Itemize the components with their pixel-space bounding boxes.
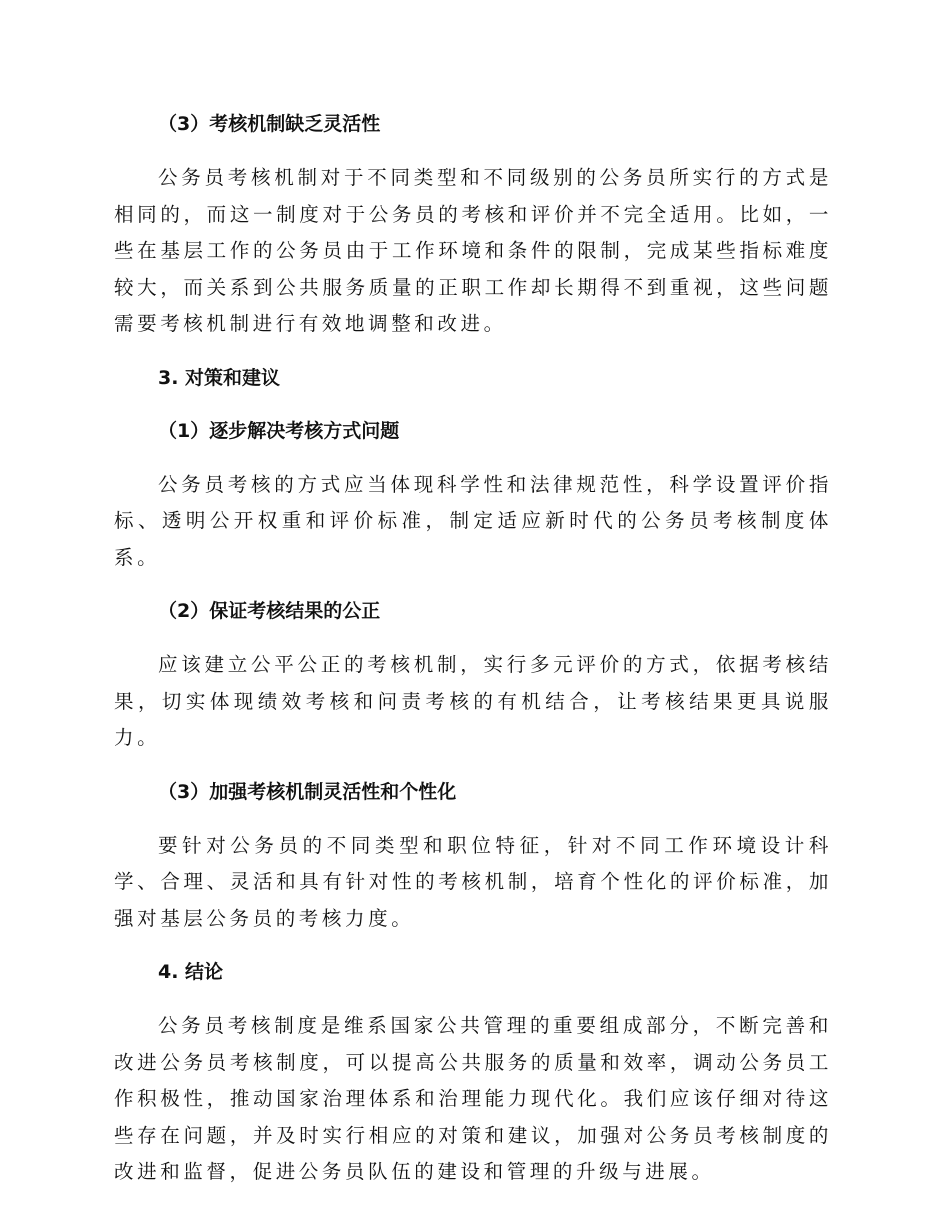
section-paragraph: 应该建立公平公正的考核机制，实行多元评价的方式，依据考核结果，切实体现绩效考核和问责考核的有机结合，让考核结果更具说服力。 (114, 653, 832, 749)
section-paragraph: 要针对公务员的不同类型和职位特征，针对不同工作环境设计科学、合理、灵活和具有针对性的考核机制，培育个性化的评价标准，加强对基层公务员的考核力度。 (114, 833, 832, 930)
section-paragraph: 公务员考核机制对于不同类型和不同级别的公务员所实行的方式是相同的，而这一制度对于公务员的考核和评价并不完全适用。比如，一些在基层工作的公务员由于工作环境和条件的限制，完成某些指标难度较大，而关系到公共服务质量的正职工作却长期得不到重视，这些问题需要考核机制进行有效地调整和改进。 (114, 166, 832, 335)
section-heading: 4. 结论 (158, 961, 224, 983)
section-heading: （3）加强考核机制灵活性和个性化 (158, 780, 457, 803)
section-paragraph: 公务员考核制度是维系国家公共管理的重要组成部分，不断完善和改进公务员考核制度，可以提高公共服务的质量和效率，调动公务员工作积极性，推动国家治理体系和治理能力现代化。我们应该仔细对待这些存在问题，并及时实行相应的对策和建议，加强对公务员考核制度的改进和监督，促进公务员队伍的建设和管理的升级与进展。 (114, 1014, 832, 1183)
document-page (114, 106, 832, 1191)
section-heading: （3）考核机制缺乏灵活性 (158, 113, 381, 135)
section-heading: （1）逐步解决考核方式问题 (158, 419, 400, 442)
section-heading: 3. 对策和建议 (158, 366, 281, 389)
section-paragraph: 公务员考核的方式应当体现科学性和法律规范性，科学设置评价指标、透明公开权重和评价标准，制定适应新时代的公务员考核制度体系。 (114, 472, 832, 569)
section-heading: （2）保证考核结果的公正 (158, 600, 381, 622)
